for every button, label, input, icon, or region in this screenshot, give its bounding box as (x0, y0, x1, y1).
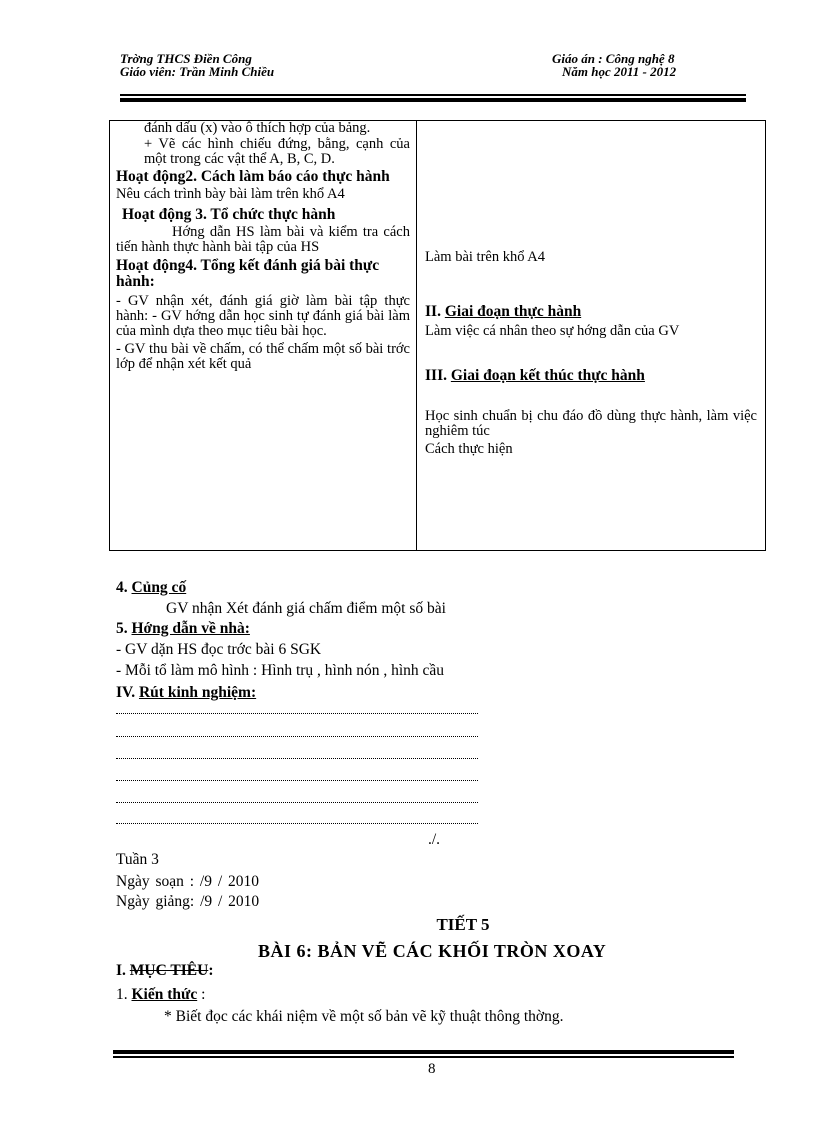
section-iv-heading: IV. Rút kinh nghiệm: (116, 684, 257, 701)
section-4-heading: 4. Củng cố (116, 579, 187, 596)
notes-line (116, 802, 478, 803)
table-text: - GV thu bài về chấm, có thể chấm một số bài trớc lớp để nhận xét kết quả (116, 341, 410, 372)
end-mark: ./. (428, 831, 441, 848)
table-text: Nêu cách trình bày bài làm trên khổ A4 (116, 186, 345, 202)
stage-3-heading: III. Giai đoạn kết thúc thực hành (425, 367, 645, 384)
notes-line (116, 758, 478, 759)
activity-3-heading: Hoạt động 3. Tổ chức thực hành (122, 206, 336, 223)
header-rule-thin (120, 94, 746, 96)
section-4-text: GV nhận Xét đánh giá chấm điểm một số bài (166, 600, 446, 617)
section-5-line: - Mỗi tổ làm mô hình : Hình trụ , hình nón , hình cầu (116, 662, 445, 679)
notes-line (116, 780, 478, 781)
table-text: Hớng dẫn HS làm bài và kiểm tra cách tiến hành thực hành bài tập của HS (116, 224, 410, 255)
activity-2-heading: Hoạt động2. Cách làm báo cáo thực hành (116, 168, 390, 185)
header-rule-thick (120, 98, 746, 102)
table-text: Làm bài trên khổ A4 (425, 249, 546, 265)
table-text: Cách thực hiện (425, 441, 513, 457)
notes-line (116, 736, 478, 737)
table-text: - GV nhận xét, đánh giá giờ làm bài tập thực hành: - GV hớng dẫn học sinh tự đánh giá bài làm của mình dựa theo mục tiêu bài học. (116, 293, 410, 339)
table-text: + Vẽ các hình chiếu đứng, bằng, cạnh của một trong các vật thể A, B, C, D. (144, 136, 410, 167)
activity-table (109, 120, 766, 551)
teacher-name: Giáo viên: Trần Minh Chiều (120, 64, 275, 79)
teach-date: Ngày giảng: /9 / 2010 (116, 893, 260, 910)
student-column (417, 121, 766, 551)
section-5-heading: 5. Hớng dẫn về nhà: (116, 620, 250, 637)
school-name: Trờng THCS Điền Công (120, 51, 252, 66)
stage-2-heading: II. Giai đoạn thực hành (425, 303, 582, 320)
notes-line (116, 823, 478, 824)
knowledge-item: * Biết đọc các khái niệm về một số bản vẽ kỹ thuật thông thờng. (164, 1008, 564, 1025)
notes-line (116, 713, 478, 714)
table-text: Làm việc cá nhân theo sự hớng dẫn của GV (425, 323, 680, 339)
footer-rule-thick (113, 1050, 734, 1054)
teacher-column (110, 121, 417, 551)
knowledge-heading: 1. Kiến thức : (116, 986, 206, 1003)
subject: Giáo án : Công nghệ 8 (552, 51, 675, 66)
page-number: 8 (428, 1061, 436, 1077)
week: Tuần 3 (116, 851, 159, 868)
school-year: Năm học 2011 - 2012 (562, 64, 677, 79)
table-text: Học sinh chuẩn bị chu đáo đồ dùng thực hành, làm việc nghiêm túc (425, 408, 757, 439)
activity-4-heading: Hoạt động4. Tổng kết đánh giá bài thực hành: (116, 257, 380, 290)
lesson-title: BÀI 6: BẢN VẼ CÁC KHỐI TRÒN XOAY (258, 941, 607, 961)
prep-date: Ngày soạn : /9 / 2010 (116, 873, 260, 890)
table-text: đánh dấu (x) vào ô thích hợp của bảng. (144, 120, 371, 136)
section-5-line: - GV dặn HS đọc trớc bài 6 SGK (116, 641, 322, 658)
footer-rule-thin (113, 1056, 734, 1058)
objectives-heading: I. MỤC TIÊU: (116, 962, 214, 979)
period-title: TIẾT 5 (436, 915, 490, 934)
